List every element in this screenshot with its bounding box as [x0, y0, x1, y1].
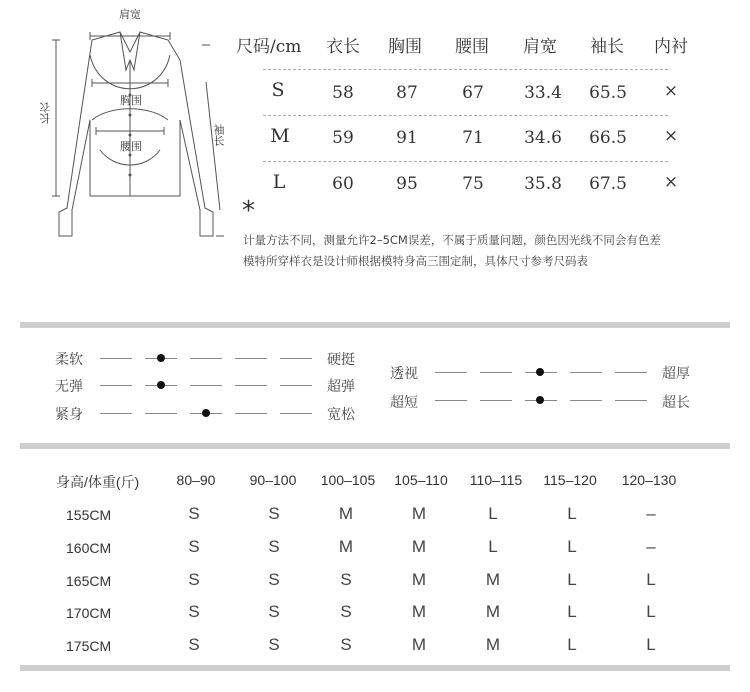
fit-cell: S	[188, 570, 200, 589]
fit-header-weight: 105–110	[394, 472, 448, 488]
scale-right-label: 硬挺	[327, 352, 355, 368]
fit-cell: L	[646, 635, 656, 654]
fit-cell: M	[411, 602, 427, 621]
fit-cell: L	[646, 570, 656, 589]
fit-cell: M	[485, 635, 501, 654]
fit-cell: S	[188, 602, 200, 621]
size-cell: 67	[462, 83, 484, 103]
fit-header-corner: 身高/体重(斤)	[56, 474, 140, 490]
fit-cell: L	[567, 602, 577, 621]
waist-label: 腰围	[120, 140, 142, 153]
fit-cell: M	[411, 537, 427, 556]
fit-cell: S	[188, 537, 200, 556]
size-cell: 95	[396, 174, 418, 194]
fit-cell: L	[567, 537, 577, 556]
size-cell: ×	[663, 81, 679, 101]
fit-cell: S	[340, 570, 352, 589]
size-cell: 87	[396, 83, 418, 103]
fit-header-weight: 110–115	[469, 472, 523, 488]
fit-cell: –	[646, 504, 656, 523]
fit-cell: S	[188, 635, 200, 654]
scale-marker	[536, 396, 544, 404]
scale-right-label: 宽松	[327, 407, 355, 423]
fit-row-height: 155CM	[66, 507, 112, 523]
size-header-shoulder: 肩宽	[523, 37, 557, 57]
shoulder-width-label: 肩宽	[119, 8, 141, 21]
fit-cell: L	[567, 635, 577, 654]
size-header-lining: 内衬	[654, 37, 688, 57]
fit-header-weight: 115–120	[543, 472, 597, 488]
fit-row-height: 170CM	[66, 605, 112, 621]
size-cell: 91	[396, 128, 418, 148]
table-divider	[263, 161, 668, 162]
note-line-2: 模特所穿样衣是设计师根据模特身高三围定制，具体尺寸参考尺码表	[243, 254, 588, 268]
fit-cell: S	[268, 570, 280, 589]
size-cell: ×	[663, 126, 679, 146]
fit-header-weight: 90–100	[249, 472, 297, 488]
size-cell: 75	[462, 174, 484, 194]
fit-cell: L	[567, 570, 577, 589]
size-cell: 65.5	[589, 83, 627, 103]
fit-header-weight: 120–130	[621, 472, 677, 488]
shirt-outline-illustration	[30, 0, 230, 250]
note-star-icon: *	[242, 196, 255, 226]
scale-marker	[202, 409, 210, 417]
size-cell: 66.5	[589, 128, 627, 148]
size-header-chest: 胸围	[388, 37, 422, 57]
size-row-label: L	[272, 171, 286, 193]
fit-row-height: 175CM	[66, 638, 112, 654]
fit-cell: L	[646, 602, 656, 621]
size-cell: ×	[663, 172, 679, 192]
size-header-waist: 腰围	[455, 37, 489, 57]
fit-cell: M	[485, 570, 501, 589]
fit-cell: L	[567, 504, 577, 523]
size-header-length: 衣长	[326, 37, 360, 57]
section-divider	[20, 322, 730, 328]
fit-row-height: 165CM	[66, 573, 112, 589]
size-cell: 71	[462, 128, 484, 148]
fit-cell: L	[488, 504, 498, 523]
scale-marker	[157, 381, 165, 389]
scale-right-label: 超厚	[662, 366, 690, 382]
section-divider	[20, 665, 730, 671]
section-divider	[20, 443, 730, 449]
fit-cell: S	[268, 504, 280, 523]
fit-cell: S	[340, 635, 352, 654]
scale-right-label: 超长	[662, 395, 690, 411]
fit-cell: M	[338, 537, 354, 556]
scale-left-label: 无弹	[55, 379, 83, 395]
scale-left-label: 超短	[390, 395, 418, 411]
size-header-corner: 尺码/cm	[236, 37, 302, 57]
chest-label: 胸围	[120, 94, 142, 107]
fit-row-height: 160CM	[66, 540, 112, 556]
size-cell: 58	[332, 83, 354, 103]
fit-header-weight: 80–90	[176, 472, 216, 488]
scale-left-label: 透视	[390, 366, 418, 382]
length-label: 长衣	[39, 102, 52, 124]
size-row-label: S	[271, 79, 285, 101]
fit-cell: S	[268, 635, 280, 654]
fit-cell: L	[488, 537, 498, 556]
fit-header-weight: 100–105	[320, 472, 376, 488]
fit-cell: M	[338, 504, 354, 523]
scale-marker	[536, 368, 544, 376]
garment-diagram	[30, 0, 230, 250]
scale-left-label: 紧身	[55, 407, 83, 423]
fit-cell: M	[411, 570, 427, 589]
size-cell: 34.6	[524, 128, 562, 148]
fit-cell: M	[485, 602, 501, 621]
size-cell: 35.8	[524, 174, 562, 194]
fit-cell: S	[188, 504, 200, 523]
fit-cell: M	[411, 635, 427, 654]
sleeve-label: 袖长	[212, 124, 225, 146]
size-cell: 59	[332, 128, 354, 148]
scale-right-label: 超弹	[327, 379, 355, 395]
fit-cell: S	[268, 537, 280, 556]
scale-marker	[157, 354, 165, 362]
fit-cell: S	[268, 602, 280, 621]
table-divider	[263, 69, 668, 70]
scale-left-label: 柔软	[55, 352, 83, 368]
fit-cell: S	[340, 602, 352, 621]
fit-cell: –	[646, 537, 656, 556]
size-cell: 60	[332, 174, 354, 194]
size-row-label: M	[270, 125, 290, 147]
note-line-1: 计量方法不同，测量允许2–5CM误差，不属于质量问题，颜色因光线不同会有色差	[243, 233, 661, 247]
table-divider	[263, 115, 668, 116]
size-cell: 67.5	[589, 174, 627, 194]
size-header-sleeve: 袖长	[590, 37, 624, 57]
size-cell: 33.4	[524, 83, 562, 103]
fit-cell: M	[411, 504, 427, 523]
